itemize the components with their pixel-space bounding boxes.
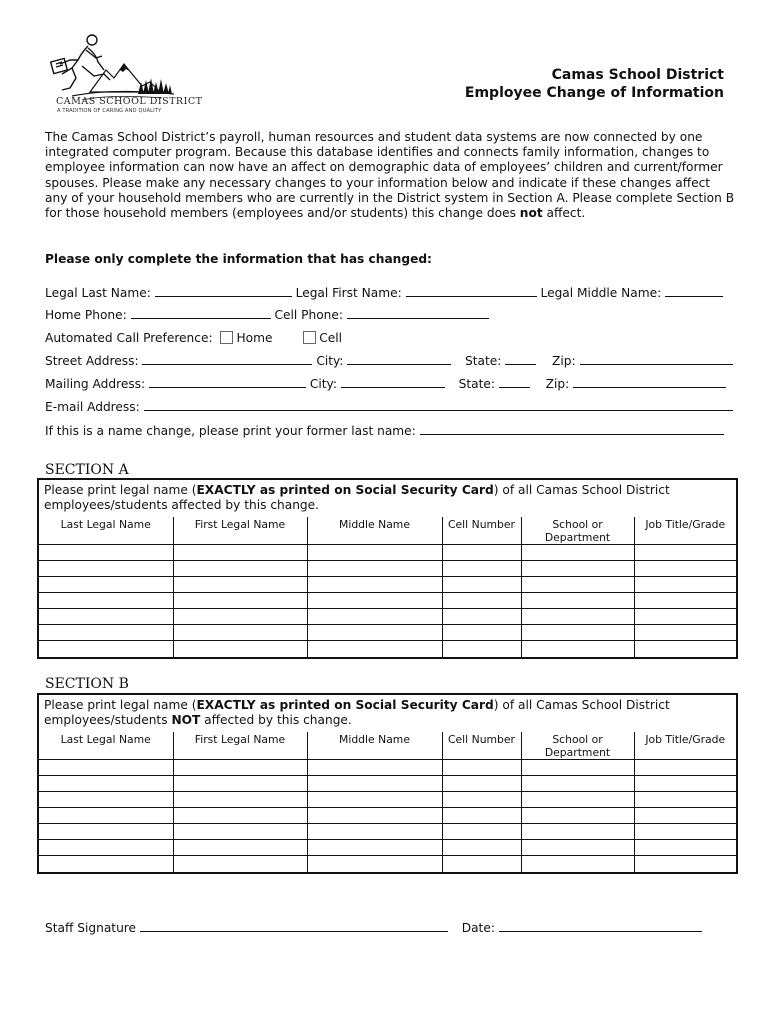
legal-first-name-field[interactable] <box>406 285 537 297</box>
mailing-state-field[interactable] <box>499 376 530 388</box>
table-cell[interactable] <box>521 641 634 657</box>
district-name: Camas School District <box>551 67 724 83</box>
section-a-desc-bold: EXACTLY as printed on Social Security Card <box>196 483 494 497</box>
table-cell[interactable] <box>442 609 521 625</box>
home-checkbox-label: Home <box>236 331 273 345</box>
table-cell[interactable] <box>39 792 173 808</box>
table-cell[interactable] <box>442 856 521 872</box>
section-b-description <box>39 695 736 732</box>
table-cell[interactable] <box>173 577 307 593</box>
email-field[interactable] <box>144 399 733 411</box>
street-address-field[interactable] <box>142 353 312 365</box>
table-row <box>39 808 736 824</box>
instruction-heading: Please only complete the information that has changed: <box>45 252 432 266</box>
logo-name: CAMAS SCHOOL DISTRICT <box>56 96 203 107</box>
table-cell[interactable] <box>521 609 634 625</box>
col-middle-name: Middle Name <box>307 517 442 545</box>
table-cell[interactable] <box>39 593 173 609</box>
table-row <box>39 641 736 657</box>
col-last-legal-name: Last Legal Name <box>39 517 173 545</box>
table-cell[interactable] <box>442 625 521 641</box>
table-cell[interactable] <box>307 824 442 840</box>
table-cell[interactable] <box>173 609 307 625</box>
table-cell[interactable] <box>521 561 634 577</box>
table-cell[interactable] <box>173 808 307 824</box>
table-cell[interactable] <box>307 856 442 872</box>
table-cell[interactable] <box>634 776 736 792</box>
cell-checkbox[interactable] <box>303 331 316 344</box>
table-cell[interactable] <box>173 840 307 856</box>
table-cell[interactable] <box>39 625 173 641</box>
table-cell[interactable] <box>442 840 521 856</box>
street-address-row <box>45 353 733 369</box>
street-state-label: State: <box>465 354 502 368</box>
table-cell[interactable] <box>307 561 442 577</box>
table-cell[interactable] <box>634 561 736 577</box>
former-name-label: If this is a name change, please print your former last name: <box>45 424 416 438</box>
table-cell[interactable] <box>634 577 736 593</box>
table-cell[interactable] <box>521 593 634 609</box>
intro-paragraph <box>45 130 735 221</box>
date-label: Date: <box>461 921 495 935</box>
table-cell[interactable] <box>634 792 736 808</box>
table-row <box>39 561 736 577</box>
table-cell[interactable] <box>521 824 634 840</box>
legal-last-name-field[interactable] <box>155 285 292 297</box>
table-cell[interactable] <box>173 792 307 808</box>
table-cell[interactable] <box>521 545 634 561</box>
mailing-city-label: City: <box>309 377 337 391</box>
table-cell[interactable] <box>634 609 736 625</box>
section-a-box <box>37 478 738 659</box>
table-cell[interactable] <box>521 792 634 808</box>
email-label: E-mail Address: <box>45 400 140 414</box>
table-cell[interactable] <box>173 824 307 840</box>
table-cell[interactable] <box>173 593 307 609</box>
table-cell[interactable] <box>39 641 173 657</box>
street-city-label: City: <box>316 354 344 368</box>
home-phone-label: Home Phone: <box>45 308 127 322</box>
intro-body: The Camas School District’s payroll, human resources and student data systems are now connected by one integrated computer program. Because this database identifies and connects family information, changes to employee information can now have an affect on demographic data of employees’ children and current/former spouses. Please make any necessary changes to your information below and indicate if these changes affect any of your household members who are currently in the District system in Section A. Please complete Section B for those household members (employees and/or students) this change does <box>45 130 735 221</box>
section-a-description <box>39 480 736 517</box>
table-cell[interactable] <box>39 545 173 561</box>
call-preference-label: Automated Call Preference: <box>45 331 213 345</box>
section-b-table <box>39 732 736 872</box>
table-cell[interactable] <box>173 776 307 792</box>
intro-end: affect. <box>542 206 586 221</box>
name-row <box>45 285 723 301</box>
table-cell[interactable] <box>307 577 442 593</box>
mailing-address-field[interactable] <box>149 376 306 388</box>
table-cell[interactable] <box>442 760 521 776</box>
table-cell[interactable] <box>634 824 736 840</box>
table-cell[interactable] <box>173 625 307 641</box>
table-cell[interactable] <box>442 824 521 840</box>
intro-not: not <box>519 206 543 221</box>
section-b-desc-pre: Please print legal name ( <box>44 698 197 712</box>
signature-row <box>45 920 702 935</box>
table-row <box>39 856 736 872</box>
col-last-legal-name: Last Legal Name <box>39 732 173 760</box>
table-row <box>39 545 736 561</box>
table-header-row <box>39 517 736 545</box>
table-row <box>39 609 736 625</box>
call-preference-row <box>45 330 342 346</box>
section-b-desc-bold: EXACTLY as printed on Social Security Card <box>196 698 494 712</box>
col-first-legal-name: First Legal Name <box>173 517 307 545</box>
street-zip-label: Zip: <box>552 354 576 368</box>
section-a-desc-pre: Please print legal name ( <box>44 483 197 497</box>
table-cell[interactable] <box>307 792 442 808</box>
home-checkbox[interactable] <box>220 331 233 344</box>
col-cell-number: Cell Number <box>442 732 521 760</box>
logo-tagline: A TRADITION OF CARING AND QUALITY <box>57 108 162 114</box>
table-cell[interactable] <box>521 808 634 824</box>
table-cell[interactable] <box>442 561 521 577</box>
table-row <box>39 776 736 792</box>
table-cell[interactable] <box>173 545 307 561</box>
date-field[interactable] <box>499 920 702 932</box>
table-cell[interactable] <box>307 545 442 561</box>
table-row <box>39 577 736 593</box>
table-row <box>39 760 736 776</box>
mailing-state-label: State: <box>458 377 495 391</box>
table-cell[interactable] <box>634 760 736 776</box>
email-row <box>45 399 733 415</box>
street-zip-field[interactable] <box>580 353 733 365</box>
section-a-desc-post: ) of all Camas School District employees/students affected by this change. <box>44 483 670 512</box>
section-b-desc-not: NOT <box>171 713 201 727</box>
cell-phone-label: Cell Phone: <box>274 308 343 322</box>
legal-middle-name-field[interactable] <box>665 285 723 297</box>
mailing-zip-label: Zip: <box>545 377 570 391</box>
cell-checkbox-label: Cell <box>319 331 342 345</box>
legal-middle-name-label: Legal Middle Name: <box>540 286 662 300</box>
section-a-table <box>39 517 736 657</box>
col-job-title: Job Title/Grade <box>634 517 736 545</box>
table-cell[interactable] <box>39 609 173 625</box>
street-city-field[interactable] <box>347 353 451 365</box>
home-phone-field[interactable] <box>131 307 271 319</box>
table-row <box>39 792 736 808</box>
table-cell[interactable] <box>521 625 634 641</box>
table-cell[interactable] <box>634 840 736 856</box>
table-cell[interactable] <box>521 840 634 856</box>
staff-signature-field[interactable] <box>140 920 448 932</box>
section-b-desc-post: ) of all Camas School District employees/students <box>44 698 670 727</box>
col-job-title: Job Title/Grade <box>634 732 736 760</box>
mailing-city-field[interactable] <box>341 376 445 388</box>
table-cell[interactable] <box>39 824 173 840</box>
table-cell[interactable] <box>39 776 173 792</box>
section-b-box <box>37 693 738 874</box>
col-first-legal-name: First Legal Name <box>173 732 307 760</box>
mailing-address-label: Mailing Address: <box>45 377 146 391</box>
table-row <box>39 593 736 609</box>
table-cell[interactable] <box>39 808 173 824</box>
table-row <box>39 625 736 641</box>
table-cell[interactable] <box>39 856 173 872</box>
col-cell-number: Cell Number <box>442 517 521 545</box>
former-name-row <box>45 423 724 439</box>
legal-first-name-label: Legal First Name: <box>295 286 402 300</box>
table-header-row <box>39 732 736 760</box>
table-cell[interactable] <box>442 593 521 609</box>
section-b-desc-end: affected by this change. <box>200 713 352 727</box>
table-cell[interactable] <box>634 625 736 641</box>
table-cell[interactable] <box>307 641 442 657</box>
col-school-or-department: School or Department <box>521 732 634 760</box>
col-middle-name: Middle Name <box>307 732 442 760</box>
table-cell[interactable] <box>307 776 442 792</box>
table-cell[interactable] <box>442 641 521 657</box>
section-b-label: SECTION B <box>45 676 129 692</box>
table-cell[interactable] <box>173 561 307 577</box>
table-row <box>39 840 736 856</box>
table-cell[interactable] <box>307 808 442 824</box>
phone-row <box>45 307 489 323</box>
table-row <box>39 824 736 840</box>
table-cell[interactable] <box>307 625 442 641</box>
table-cell[interactable] <box>442 792 521 808</box>
table-cell[interactable] <box>173 856 307 872</box>
table-cell[interactable] <box>634 593 736 609</box>
table-cell[interactable] <box>173 760 307 776</box>
cell-phone-field[interactable] <box>347 307 489 319</box>
table-cell[interactable] <box>173 641 307 657</box>
table-cell[interactable] <box>39 577 173 593</box>
legal-last-name-label: Legal Last Name: <box>45 286 151 300</box>
table-cell[interactable] <box>307 593 442 609</box>
section-a-label: SECTION A <box>45 462 129 478</box>
table-cell[interactable] <box>307 840 442 856</box>
street-state-field[interactable] <box>505 353 536 365</box>
table-cell[interactable] <box>307 760 442 776</box>
table-cell[interactable] <box>39 840 173 856</box>
form-title: Employee Change of Information <box>464 85 724 101</box>
street-address-label: Street Address: <box>45 354 139 368</box>
table-cell[interactable] <box>634 641 736 657</box>
table-cell[interactable] <box>39 760 173 776</box>
table-cell[interactable] <box>307 609 442 625</box>
table-cell[interactable] <box>39 561 173 577</box>
staff-signature-label: Staff Signature <box>45 921 137 935</box>
mailing-address-row <box>45 376 726 392</box>
table-cell[interactable] <box>634 808 736 824</box>
form-title-block <box>465 66 724 102</box>
table-cell[interactable] <box>521 760 634 776</box>
table-cell[interactable] <box>442 545 521 561</box>
table-cell[interactable] <box>521 577 634 593</box>
table-cell[interactable] <box>442 776 521 792</box>
table-cell[interactable] <box>442 808 521 824</box>
mailing-zip-field[interactable] <box>573 376 726 388</box>
table-cell[interactable] <box>521 856 634 872</box>
col-school-or-department: School or Department <box>521 517 634 545</box>
table-cell[interactable] <box>634 856 736 872</box>
table-cell[interactable] <box>442 577 521 593</box>
table-cell[interactable] <box>521 776 634 792</box>
former-name-field[interactable] <box>420 423 724 435</box>
table-cell[interactable] <box>634 545 736 561</box>
